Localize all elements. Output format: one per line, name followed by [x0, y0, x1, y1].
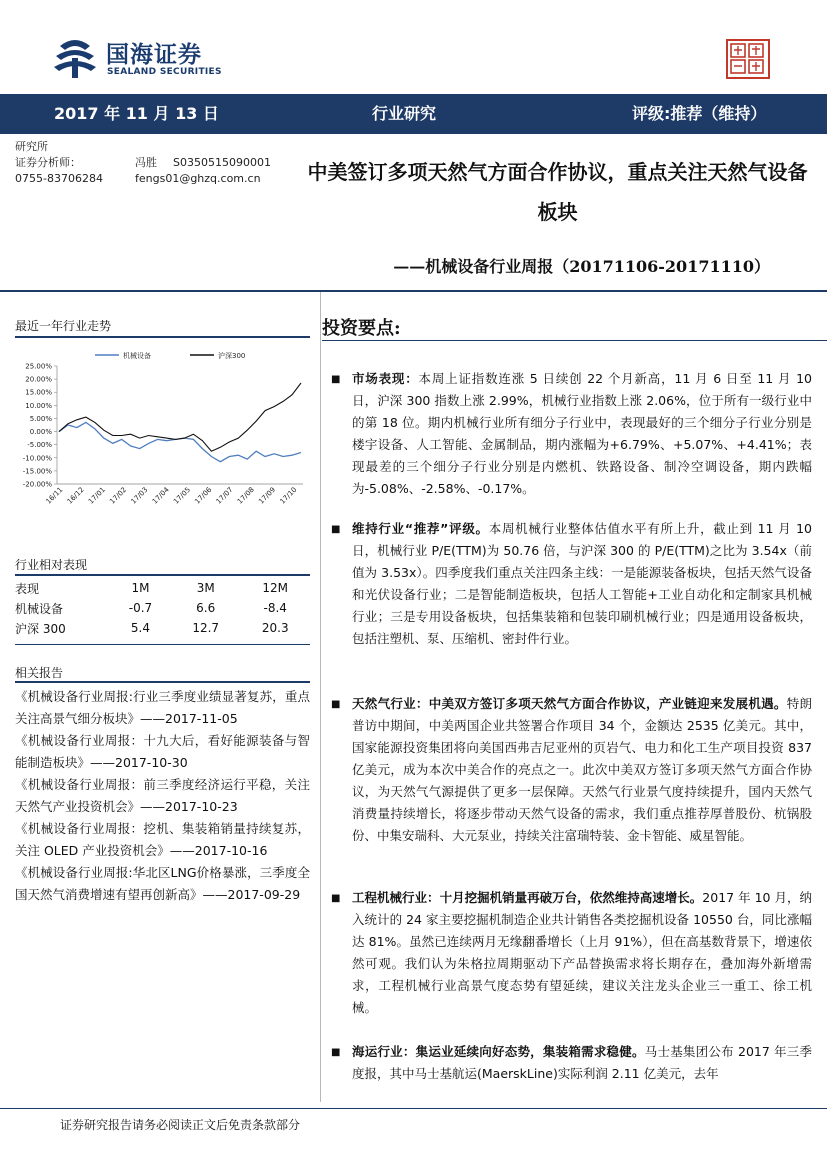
key-points-rule — [322, 340, 827, 341]
related-report-link[interactable]: 《机械设备行业周报：挖机、集装箱销量持续复苏，关注 OLED 产业投资机会》——2017-10-16 — [15, 821, 310, 858]
x-tick-label: 17/06 — [193, 485, 214, 506]
table-cell: -0.7 — [128, 601, 153, 615]
table-cell: -8.4 — [263, 601, 287, 615]
table-cell: 5.4 — [130, 621, 151, 635]
y-tick-label: 20.00% — [25, 375, 52, 384]
x-tick-label: 17/09 — [257, 485, 278, 506]
key-point-text: 特朗普访中期间，中美两国企业共签署合作项目 34 个，金额达 2535 亿美元。其中，国家能源投资集团将向美国西弗吉尼亚州的页岩气、电力和化工生产项目投资 837 亿美元，成为本次中美合作的亮点之一。此次中美双方签订多项天然气方面合作协议，为天然气气源提供了更多一层保障。天然气行业景气度持续提升，国内天然气消费量持续增长，将逐步带动天然气设备的需求，我们重点推荐厚普股份、杭锅股份、中集安瑞科、大元泵业，持续关注富瑞特装、金卡智能、威星智能。 — [352, 696, 812, 843]
research-dept: 研究所 — [15, 140, 48, 153]
key-point-text: 本周机械行业整体估值水平有所上升，截止到 11 月 10 日，机械行业 P/E(TTM)为 50.76 倍，与沪深 300 的 P/E(TTM)之比为 3.54x（前值为 3.53x）。四季度我们重点关注四条主线：一是能源装备板块，包括天然气设备和光伏设备行业；二是智能制造板块，包括人工智能+工业自动化和定制家具机械行业；三是专用设备板块，包括集装箱和包装印刷机械行业；四是通用设备板块，包括注塑机、泵、压缩机、密封件行业。 — [352, 521, 812, 646]
y-tick-label: -10.00% — [22, 454, 52, 463]
y-tick-label: -15.00% — [22, 467, 52, 476]
x-tick-label: 17/04 — [150, 485, 171, 506]
key-point-lead: 工程机械行业：十月挖掘机销量再破万台，依然维持高速增长。 — [352, 890, 703, 905]
key-point-machinery — [352, 887, 812, 1019]
bullet-icon: ■ — [331, 374, 341, 385]
bullet-icon: ■ — [331, 699, 341, 710]
y-tick-label: -20.00% — [22, 480, 52, 489]
related-rule — [15, 681, 310, 683]
related-report-link[interactable]: 《机械设备行业周报:华北区LNG价格暴涨，三季度全国天然气消费增速有望再创新高》——2017-09-29 — [15, 865, 310, 902]
table-cell: 6.6 — [196, 601, 216, 615]
y-tick-label: 15.00% — [25, 388, 52, 397]
header-divider — [0, 290, 827, 292]
table-cell: 机械设备 — [15, 601, 64, 616]
analyst-role: 证券分析师： — [15, 156, 81, 169]
table-header: 表现 — [15, 581, 40, 596]
relative-rule — [15, 574, 310, 576]
legend-label: 机械设备 — [123, 352, 151, 360]
footer-disclaimer: 证券研究报告请务必阅读正文后免责条款部分 — [60, 1118, 301, 1132]
key-point-text: 本周上证指数连涨 5 日续创 22 个月新高，11 月 6 日至 11 月 10 日，沪深 300 指数上涨 2.99%，机械行业指数上涨 2.06%，位于所有一级行业中的第 18 位。期内机械行业所有细分子行业中，表现最好的三个细分子行业分别是楼宇设备、人工智能、金属制品，期内涨幅为+6.79%、+5.07%、+4.41%；表现最差的三个细分子行业分别是内燃机、铁路设备、制冷空调设备，期内跌幅为-5.08%、-2.58%、-0.17%。 — [352, 371, 812, 496]
trend-heading: 最近一年行业走势 — [15, 319, 112, 333]
brand-logo — [52, 34, 252, 82]
key-point-gas — [352, 693, 812, 847]
report-category: 行业研究 — [372, 104, 437, 123]
series-line-0 — [59, 422, 301, 461]
seal-icon — [728, 41, 768, 77]
y-tick-label: 0.00% — [29, 428, 52, 437]
table-header: 3M — [196, 581, 215, 595]
x-tick-label: 17/07 — [214, 485, 235, 506]
key-point-lead: 维持行业“推荐”评级。 — [352, 521, 489, 536]
table-header: 12M — [262, 581, 289, 595]
related-heading: 相关报告 — [15, 666, 64, 680]
legend-label: 沪深300 — [218, 352, 246, 360]
seal-stamp — [726, 39, 770, 79]
key-point-lead: 市场表现： — [352, 371, 419, 386]
y-tick-label: 25.00% — [25, 362, 52, 371]
key-point-shipping — [352, 1041, 812, 1085]
key-point-lead: 海运行业：集运业延续向好态势，集装箱需求稳健。 — [352, 1044, 645, 1059]
table-header: 1M — [131, 581, 150, 595]
sealand-logo-icon — [52, 36, 98, 80]
key-point-text: 马士基集团公布 2017 年三季度报，其中马士基航运(MaerskLine)实际利润 2.11 亿美元，去年 — [352, 1044, 812, 1081]
report-subtitle: ——机械设备行业周报（20171106-20171110） — [393, 257, 770, 276]
related-report-link[interactable]: 《机械设备行业周报：前三季度经济运行平稳，关注天然气产业投资机会》——2017-10-23 — [15, 777, 310, 814]
x-tick-label: 17/08 — [235, 485, 256, 506]
x-tick-label: 17/02 — [108, 485, 129, 506]
report-date: 2017 年 11 月 13 日 — [54, 104, 219, 123]
x-tick-label: 17/05 — [172, 485, 193, 506]
y-tick-label: -5.00% — [27, 441, 52, 450]
column-divider — [320, 292, 321, 1102]
y-tick-label: 10.00% — [25, 401, 52, 410]
header-band — [0, 94, 827, 134]
table-cell: 12.7 — [192, 621, 220, 635]
related-reports-list — [15, 686, 310, 906]
key-point-lead: 天然气行业：中美双方签订多项天然气方面合作协议，产业链迎来发展机遇。 — [352, 696, 787, 711]
analyst-info — [15, 139, 285, 187]
key-point-text: 2017 年 10 月，纳入统计的 24 家主要挖掘机制造企业共计销售各类挖掘机设备 10550 台，同比涨幅达 81%。虽然已连续两月无缘翻番增长（上月 91%），但在高基数背景下，增速依然可观。我们认为朱格拉周期驱动下产品替换需求将长期存在，叠加海外新增需求，工程机械行业高景气度态势有望延续，建议关注龙头企业三一重工、徐工机械。 — [352, 890, 812, 1015]
report-title: 中美签订多项天然气方面合作协议，重点关注天然气设备板块 — [307, 160, 808, 224]
table-row — [15, 618, 310, 638]
y-tick-label: 5.00% — [29, 414, 52, 423]
brand-name-cn: 国海证券 — [106, 42, 202, 68]
related-report-link[interactable]: 《机械设备行业周报:行业三季度业绩显著复苏，重点关注高景气细分板块》——2017-11-05 — [15, 689, 310, 726]
related-report-link[interactable]: 《机械设备行业周报：十九大后，看好能源装备与智能制造板块》——2017-10-30 — [15, 733, 310, 770]
footer-rule — [0, 1108, 827, 1109]
analyst-email[interactable]: fengs01@ghzq.com.cn — [135, 172, 261, 185]
x-tick-label: 17/03 — [129, 485, 150, 506]
trend-rule — [15, 336, 310, 338]
brand-name-en: SEALAND SECURITIES — [107, 67, 222, 77]
analyst-license: S0350515090001 — [173, 156, 271, 169]
key-point-market — [352, 368, 812, 500]
x-tick-label: 17/10 — [278, 485, 299, 506]
analyst-phone: 0755-83706284 — [15, 172, 103, 185]
x-tick-label: 17/01 — [87, 485, 107, 506]
table-cell: 20.3 — [261, 621, 289, 635]
bullet-icon: ■ — [331, 1047, 341, 1058]
series-line-1 — [59, 383, 301, 451]
key-point-rating — [352, 518, 812, 650]
report-rating: 评级:推荐（维持） — [632, 104, 767, 123]
x-tick-label: 16/11 — [44, 485, 65, 506]
table-row — [15, 598, 310, 618]
bullet-icon: ■ — [331, 893, 341, 904]
relative-table — [15, 578, 310, 638]
trend-chart — [15, 346, 310, 531]
relative-bottom-rule — [15, 644, 310, 645]
table-header-row — [15, 578, 310, 598]
x-tick-label: 16/12 — [65, 485, 86, 506]
analyst-name: 冯胜 — [135, 156, 157, 169]
relative-heading: 行业相对表现 — [15, 558, 88, 572]
key-points-heading: 投资要点: — [322, 318, 401, 339]
bullet-icon: ■ — [331, 524, 341, 535]
table-cell: 沪深 300 — [15, 621, 66, 636]
